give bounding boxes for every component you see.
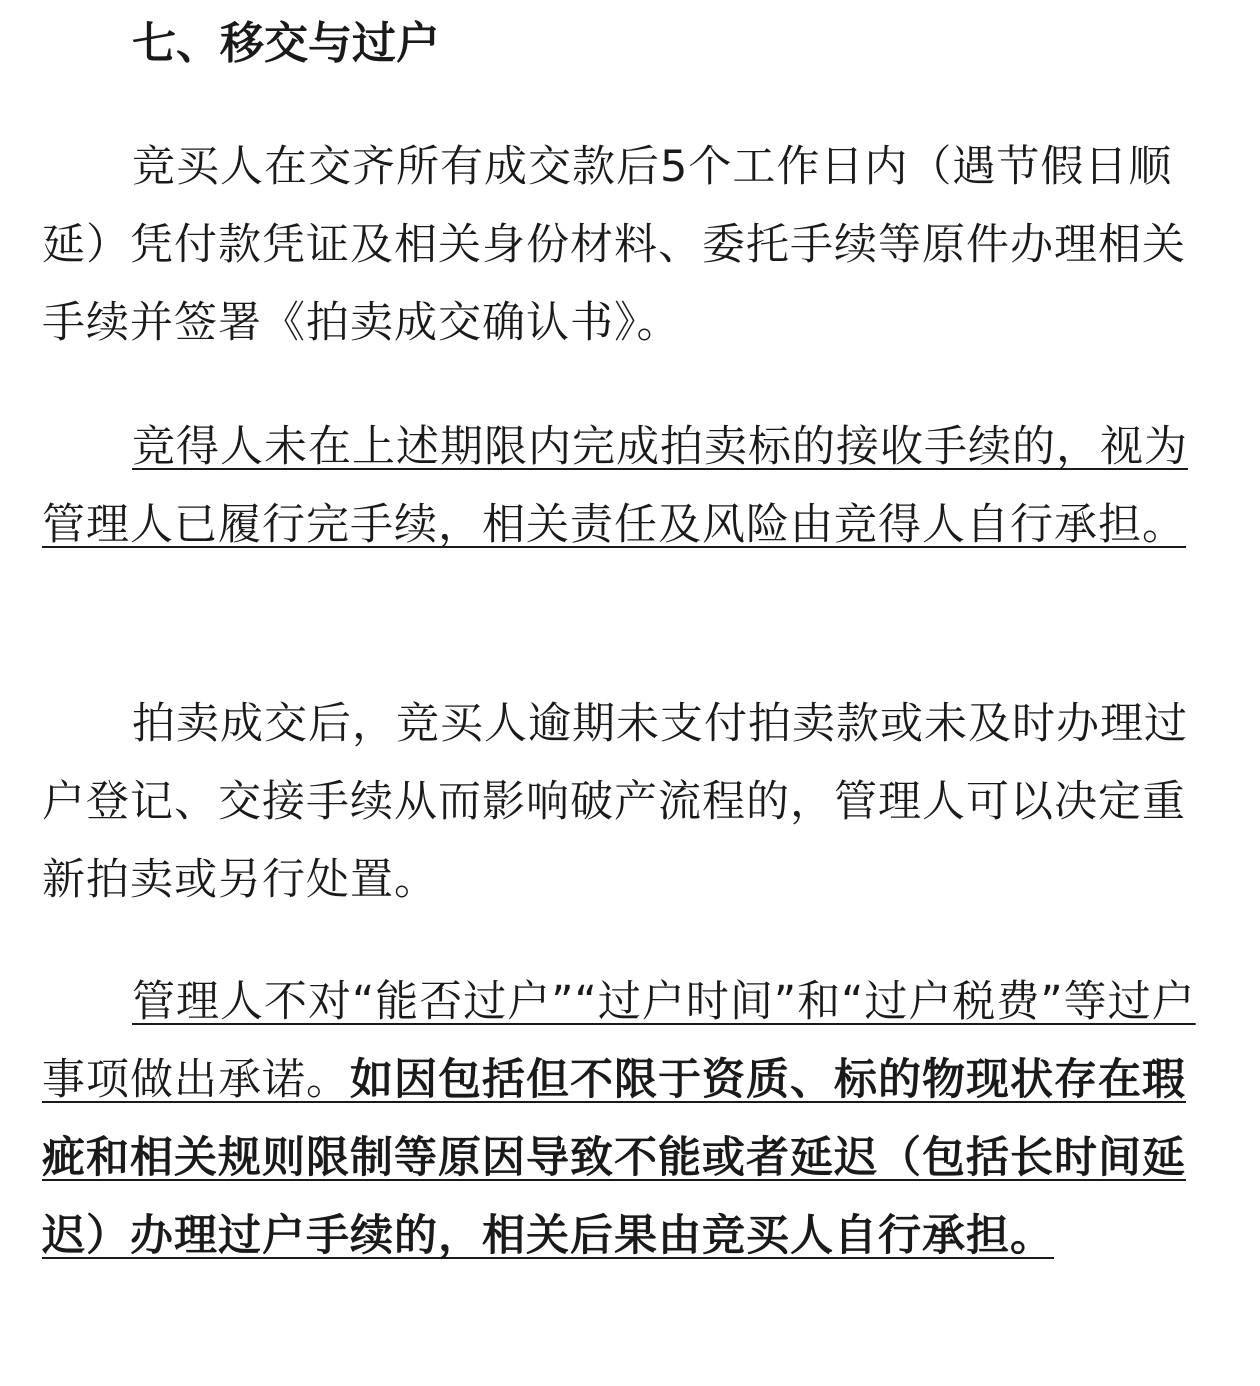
paragraph-failure-to-accept: [42, 408, 1222, 564]
section-heading: 七、移交与过户: [132, 18, 440, 69]
paragraph-late-payment-text: 拍卖成交后，竞买人逾期未支付拍卖款或未及时办理过户登记、交接手续从而影响破产流程的，管理人可以决定重新拍卖或另行处置。: [42, 699, 1188, 905]
paragraph-transfer-procedure-text: 竞买人在交齐所有成交款后5个工作日内（遇节假日顺延）凭付款凭证及相关身份材料、委托手续等原件办理相关手续并签署《拍卖成交确认书》。: [42, 142, 1186, 348]
paragraph-late-payment: [42, 685, 1222, 919]
underlined-clause: 竞得人未在上述期限内完成拍卖标的接收手续的，视为管理人已履行完手续，相关责任及风险由竞得人自行承担。: [42, 422, 1188, 550]
paragraph-transfer-procedure: [42, 128, 1222, 362]
paragraph-no-guarantee: [42, 963, 1222, 1275]
underlined-clause-plain: 管理人不对“能否过户”“过户时间”和“过户税费”等过户事项做出承诺。: [42, 977, 1196, 1105]
underlined-bold-clause: 如因包括但不限于资质、标的物现状存在瑕疵和相关规则限制等原因导致不能或者延迟（包括长时间延迟）办理过户手续的，相关后果由竞买人自行承担。: [42, 1055, 1186, 1261]
